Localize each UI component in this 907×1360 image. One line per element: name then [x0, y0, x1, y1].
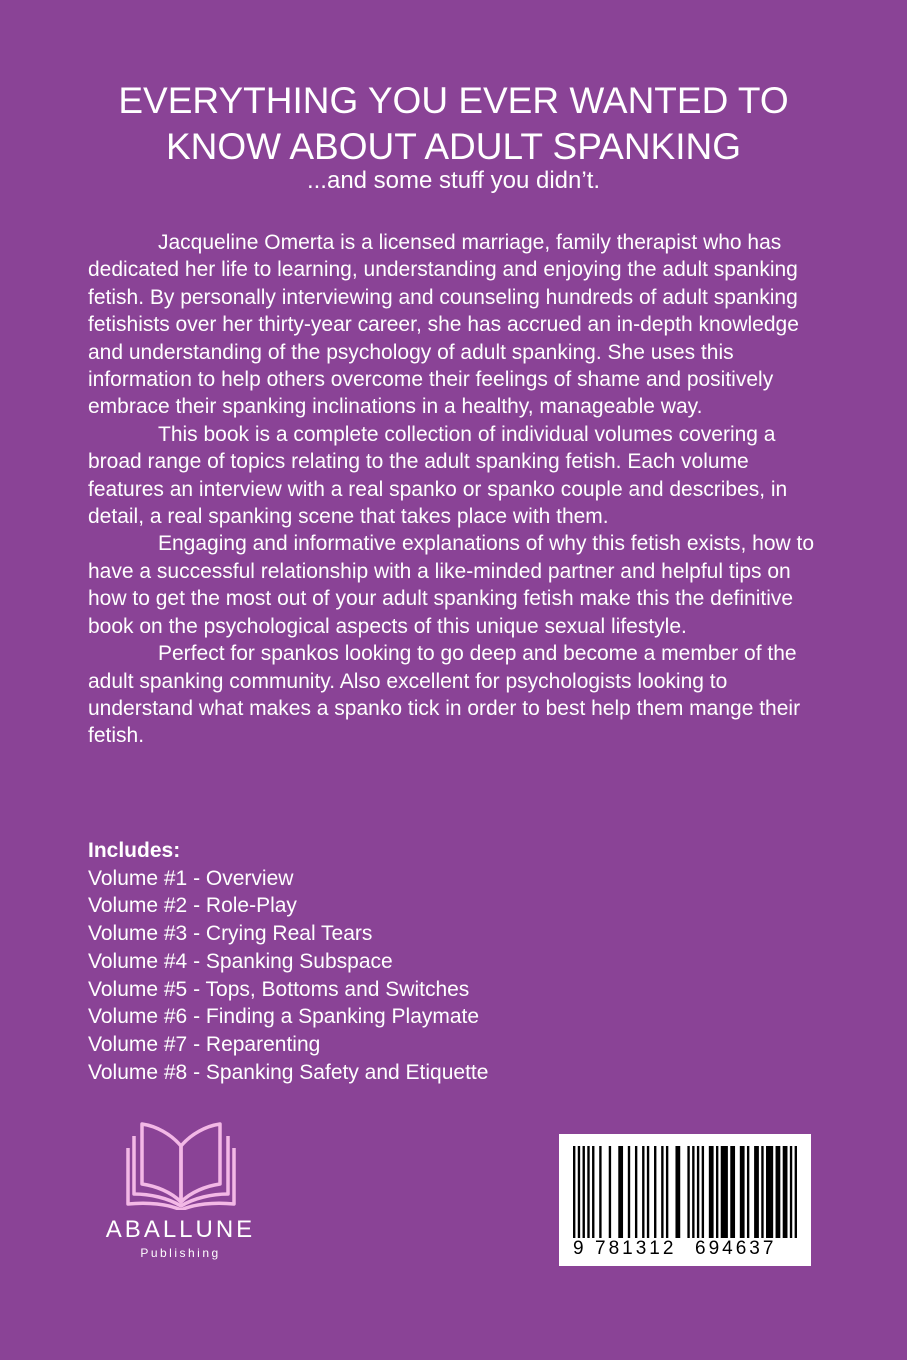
- barcode-bar: [730, 1146, 735, 1238]
- barcode-bar: [654, 1146, 656, 1238]
- headline: [0, 78, 907, 170]
- barcode-bar: [795, 1146, 797, 1238]
- barcode-bar: [687, 1146, 689, 1238]
- list-item: Volume #5 - Tops, Bottoms and Switches: [88, 977, 470, 1001]
- barcode-bar: [761, 1146, 763, 1238]
- barcode-bar: [692, 1146, 694, 1238]
- publisher-subtitle: Publishing: [140, 1246, 221, 1260]
- barcode-bar: [666, 1146, 668, 1238]
- barcode-bar: [642, 1146, 644, 1238]
- barcode-bar: [790, 1146, 792, 1238]
- barcode-lead-digit: 9: [573, 1238, 585, 1259]
- barcode-bar: [766, 1146, 773, 1238]
- list-item: Volume #7 - Reparenting: [88, 1032, 321, 1056]
- includes-title: Includes:: [88, 839, 181, 862]
- barcode-bar: [740, 1146, 745, 1238]
- barcode-bar: [661, 1146, 663, 1238]
- barcode-bar: [702, 1146, 704, 1238]
- barcode-bar: [618, 1146, 623, 1238]
- blurb: [88, 229, 823, 750]
- blurb-paragraph-3: Engaging and informative explanations of why this fetish exists, how to have a successful relationship with a like-minded partner and helpful tips on how to get the most out of your adult spanking fetish make this the definitive book on the psychological aspects of this unique sexual lifestyle.: [88, 532, 815, 638]
- list-item: Volume #8 - Spanking Safety and Etiquette: [88, 1060, 489, 1084]
- barcode-bar: [716, 1146, 718, 1238]
- includes-section: [88, 837, 688, 1086]
- subhead: ...and some stuff you didn’t.: [306, 167, 601, 194]
- barcode-bar: [709, 1146, 714, 1238]
- barcode-bars: [573, 1146, 797, 1238]
- list-item: Volume #2 - Role-Play: [88, 894, 297, 918]
- barcode-bar: [747, 1146, 749, 1238]
- barcode-group-1: 781312: [595, 1238, 677, 1259]
- blurb-paragraph-1: Jacqueline Omerta is a licensed marriage, family therapist who has dedicated her life to learning, understanding and enjoying the adult spanking fetish. By personally interviewing and counseling hundreds of adult spanking fetishists over her thirty-year career, she has accrued an in-depth knowledge and understanding of the psychology of adult spanking. She uses this information to help others overcome their feelings of shame and positively embrace their spanking inclinations in a healthy, manageable way.: [88, 231, 799, 419]
- barcode-bar: [592, 1146, 594, 1238]
- barcode-bar: [583, 1146, 585, 1238]
- volume-list: [88, 865, 688, 1087]
- barcode-bar: [578, 1146, 580, 1238]
- barcode-bar: [783, 1146, 788, 1238]
- list-item: Volume #1 - Overview: [88, 866, 294, 890]
- barcode-bar: [647, 1146, 649, 1238]
- headline-line-2: KNOW ABOUT ADULT SPANKING: [166, 126, 741, 167]
- headline-line-1: EVERYTHING YOU EVER WANTED TO: [118, 80, 789, 121]
- barcode-bar: [675, 1146, 680, 1238]
- list-item: Volume #6 - Finding a Spanking Playmate: [88, 1005, 480, 1029]
- blurb-paragraph-2: This book is a complete collection of individual volumes covering a broad range of topics relating to the adult spanking fetish. Each volume features an interview with a real spanko or spanko couple and describes, in detail, a real spanking scene that takes place with them.: [88, 422, 788, 529]
- blurb-paragraph-4: Perfect for spankos looking to go deep and become a member of the adult spanking community. Also excellent for psychologists looking to understand what makes a spanko tick in order to best help them mange their fetish.: [88, 642, 801, 748]
- list-item: Volume #4 - Spanking Subspace: [88, 949, 393, 973]
- barcode-group-2: 694637: [695, 1238, 777, 1259]
- barcode-bar: [628, 1146, 630, 1238]
- list-item: Volume #3 - Crying Real Tears: [88, 922, 373, 946]
- barcode: [559, 1134, 811, 1266]
- publisher-logo: [88, 1118, 273, 1278]
- barcode-bar: [697, 1146, 699, 1238]
- barcode-bar: [573, 1146, 575, 1238]
- barcode-bar: [721, 1146, 728, 1238]
- barcode-bar: [599, 1146, 601, 1238]
- barcode-bar: [754, 1146, 759, 1238]
- barcode-bar: [635, 1146, 637, 1238]
- barcode-bar: [776, 1146, 781, 1238]
- barcode-bar: [587, 1146, 589, 1238]
- publisher-name: ABALLUNE: [105, 1216, 256, 1243]
- barcode-bar: [609, 1146, 611, 1238]
- open-book-icon: [126, 1118, 236, 1210]
